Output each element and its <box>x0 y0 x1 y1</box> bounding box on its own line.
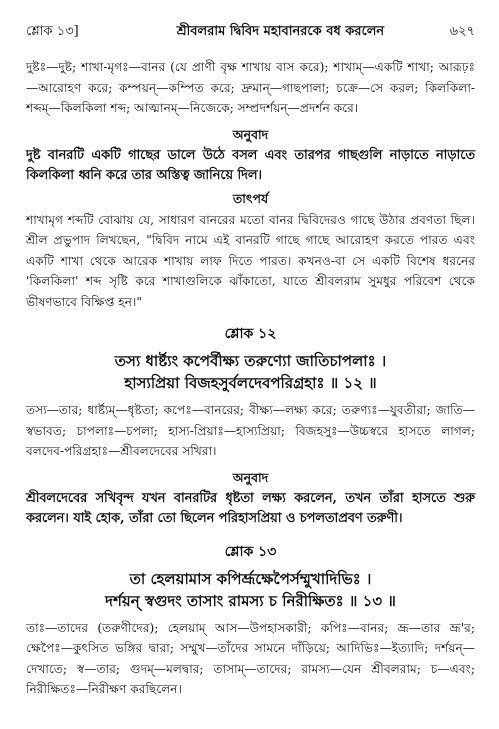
verse-13-label: শ্লোক ১৩ <box>224 543 277 560</box>
verse-12-line-2: হাস্যপ্রিয়া বিজহসুর্বলদেবপরিগ্রহাঃ ॥ ১২ ॥ <box>124 374 377 392</box>
translation-heading-12: অনুবাদ <box>232 469 269 485</box>
purport-heading: তাৎপর্য <box>232 190 269 206</box>
synonyms-verse-12: তস্য—তার; ধার্ষ্ট্যম্—ধৃষ্টতা; কপেঃ—বানরের; বীক্ষ্য—লক্ষ্য করে; তরুণ্যঃ—যুবতীরা; জাতি—স্বভাবত; চাপলাঃ—চপলা; হাস্য-প্রিয়াঃ—হাস্যপ্রিয়া; বিজহসুঃ—উচ্চস্বরে হাসতে লাগল; বলদেব-পরিগ্রহাঃ—শ্রীবলদেবের সখিরা। <box>26 403 475 458</box>
header-chapter-title: শ্রীবলরাম দ্বিবিদ মহাবানরকে বধ করলেন <box>176 24 385 39</box>
running-header <box>26 22 475 43</box>
verse-12-line-1: তস্য ধার্ষ্ট্যং কপের্বীক্ষ্য তরুণ্যো জাতিচাপলাঃ । <box>114 352 387 370</box>
purport-verse-11: শাখামৃগ শব্দটি বোঝায় যে, সাধারণ বানরের মতো বানর দ্বিবিদেরও গাছে উঠার প্রবণতা ছিল। শ্রীল প্রভুপাদ লিখছেন, "দ্বিবিদ নামে এই বানরটি গাছে গাছে আরোহণ করতে পারত এবং একটি শাখা থেকে আরেক শাখায় লাফ দিতে পারত। কখনও-বা সে একটি বিশেষ ধরনের 'কিলকিলা' শব্দ সৃষ্টি করে শাখাগুলিকে ঝাঁকাতো, যাতে শ্রীবলরাম সুমধুর পরিবেশ থেকে ভীষণভাবে বিক্ষিপ্ত হন।" <box>26 212 475 309</box>
synonyms-verse-11: দুষ্টঃ—দুষ্ট; শাখা-মৃগঃ—বানর (যে প্রাণী বৃক্ষ শাখায় বাস করে); শাখাম্—একটি শাখা; আরূঢ়ঃ—আরোহণ করে; কম্পয়ন্—কম্পিত করে; দ্রুমান্—গাছপালা; চক্রে—সে করল; কিলকিলা-শব্দম্—কিলকিলা শব্দ; আত্মানম্—নিজেকে; সম্প্রদর্শয়ন্—প্রদর্শন করে। <box>26 60 475 115</box>
synonyms-verse-13: তাঃ—তাদের (তরুণীদের); হেলয়াম্ আস—উপহাসকারী; কপিঃ—বানর; ভ্রূ—তার ভ্রূ'র; ক্ষেপৈঃ—কুৎসিত ভঙ্গির দ্বারা; সম্মুখ—তাঁদের সামনে দাঁড়িয়ে; আদিভিঃ—ইত্যাদি; দর্শয়ন্—দেখাতে; স্ব—তার; গুদম্—মলদ্বার; তাসাম্—তাদের; রামস্য—যেন শ্রীবলরাম; চ—এবং; নিরীক্ষিতঃ—নিরীক্ষণ করছিলেন। <box>26 620 475 696</box>
translation-verse-11: দুষ্ট বানরটি একটি গাছের ডালে উঠে বসল এবং তারপর গাছগুলি নাড়াতে নাড়াতে কিলকিলা ধ্বনি করে তার অস্তিত্ব জানিয়ে দিল। <box>26 147 475 183</box>
verse-12-label: শ্লোক ১২ <box>224 326 277 342</box>
page-number: ৬২৭ <box>449 24 475 39</box>
verse-13-line-2: দর্শয়ন্ স্বগুদং তাসাং রামস্য চ নিরীক্ষিতঃ ॥ ১৩ ॥ <box>105 591 396 610</box>
verse-13-line-1: তা হেলয়ামাস কপির্ভ্রূক্ষেপৈর্সম্মুখাদিভিঃ । <box>129 569 372 588</box>
header-verse-ref: শ্লোক ১৩] <box>26 24 79 39</box>
translation-verse-12: শ্রীবলদেবের সখিবৃন্দ যখন বানরটির ধৃষ্টতা লক্ষ্য করলেন, তখন তাঁরা হাসতে শুরু করলেন। যাই হোক, তাঁরা তো ছিলেন পরিহাসপ্রিয়া ও চপলতাপ্রবণ তরুণী। <box>26 490 475 526</box>
translation-heading: অনুবাদ <box>232 126 269 142</box>
